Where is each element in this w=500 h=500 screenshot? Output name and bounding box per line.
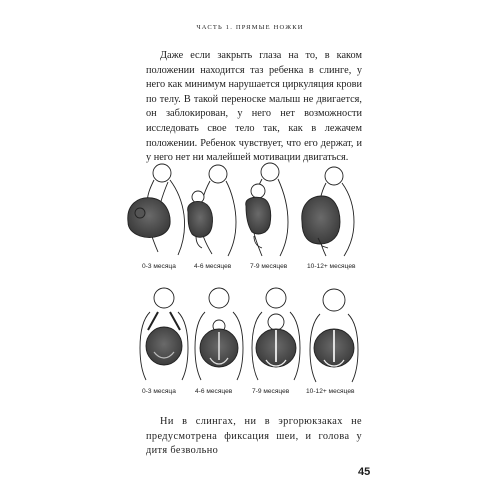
running-head: ЧАСТЬ 1. ПРЯМЫЕ НОЖКИ: [196, 24, 304, 31]
paragraph-2: Ни в слингах, ни в эргорюкзаках не предусмотрена фиксация шеи, и голова у дитя безвольно: [146, 416, 362, 457]
back-view-figure-7-9: [252, 288, 300, 380]
back-view-figure-0-3: [140, 288, 188, 380]
side-caption-2: 4-6 месяцев: [194, 263, 232, 270]
side-view-figure-7-9: [246, 163, 288, 256]
back-view-figure-10-12: [310, 289, 358, 382]
side-view-figure-0-3: [128, 164, 185, 255]
back-caption-2: 4-6 месяцев: [195, 388, 233, 395]
side-view-figure-4-6: [188, 165, 236, 256]
paragraph-1: Даже если закрыть глаза на то, в каком положении находится таз ребенка в слинге, у него как минимум нарушается циркуляция крови по телу. В такой переноске малыш не двигается, он заблокирован, у него нет возможности исследовать свое тело так, как в лежачем положении. Ребенок чувствует, что его держат, и у него нет ни малейшей мотивации двигаться.: [146, 50, 362, 164]
back-caption-1: 0-3 месяца: [142, 388, 176, 395]
side-view-figure-10-12: [302, 167, 354, 256]
back-caption-3: 7-9 месяцев: [252, 388, 290, 395]
page-number: 45: [358, 466, 371, 478]
side-caption-4: 10-12+ месяцев: [307, 263, 356, 270]
side-caption-1: 0-3 месяца: [142, 263, 176, 270]
back-caption-4: 10-12+ месяцев: [306, 388, 355, 395]
back-view-figure-4-6: [195, 288, 243, 380]
side-caption-3: 7-9 месяцев: [250, 263, 288, 270]
